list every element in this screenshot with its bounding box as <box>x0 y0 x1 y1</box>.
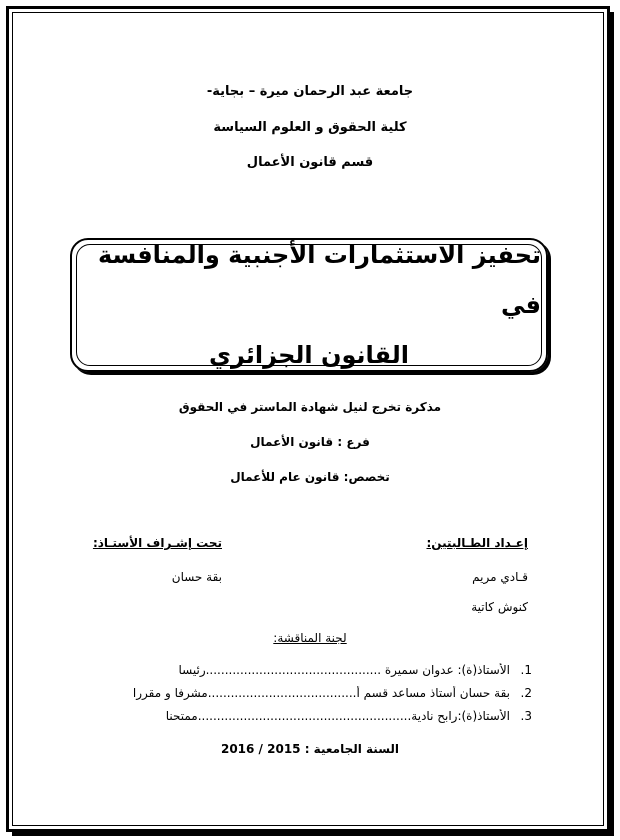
member-text: الأستاذ(ة):رابح نادية........................................................ممتحنا <box>165 709 510 723</box>
title-box <box>70 238 548 372</box>
faculty-name: كلية الحقوق و العلوم السياسة <box>213 120 407 135</box>
member-number: 3. <box>520 709 532 723</box>
department-name: قسم قانون الأعمال <box>246 155 374 170</box>
university-name: جامعة عبد الرحمان ميرة – بجاية- <box>206 84 414 99</box>
students-heading: إعـداد الطـالبتين: <box>426 536 528 550</box>
member-text: الأستاذ(ة): عدوان سميرة ..............................................رئيسا <box>178 663 510 677</box>
student-name-2: كنوش كاتية <box>471 600 528 614</box>
student-name-1: قـادي مريم <box>472 570 528 584</box>
member-number: 1. <box>520 663 532 677</box>
thesis-purpose: مذكرة تخرج لنيل شهادة الماستر في الحقوق <box>178 400 442 414</box>
thesis-branch: فرع : قانون الأعمال <box>250 435 370 449</box>
academic-year: السنة الجامعية : 2015 / 2016 <box>220 742 400 756</box>
thesis-title-line1: تحفيز الاستثمارات الأجنبية والمنافسة في <box>97 241 541 319</box>
page-border-shadow-right <box>610 12 614 836</box>
committee-member-2 <box>72 686 532 700</box>
committee-member-3 <box>72 709 532 723</box>
committee-member-1 <box>72 663 532 677</box>
supervisor-name: بقة حسان <box>171 570 222 584</box>
supervisor-heading: تحت إشـراف الأستـاذ: <box>92 536 222 550</box>
member-number: 2. <box>520 686 532 700</box>
title-box-inner <box>76 241 542 369</box>
member-text: بقة حسان أستاذ مساعد قسم أ.......................................مشرفا و مقررا <box>132 686 510 700</box>
thesis-title-line2: القانون الجزائري <box>208 341 410 369</box>
page-border-shadow-bottom <box>12 832 614 836</box>
thesis-specialty: تخصص: قانون عام للأعمال <box>230 470 390 484</box>
committee-heading: لجنة المناقشة: <box>273 631 347 645</box>
